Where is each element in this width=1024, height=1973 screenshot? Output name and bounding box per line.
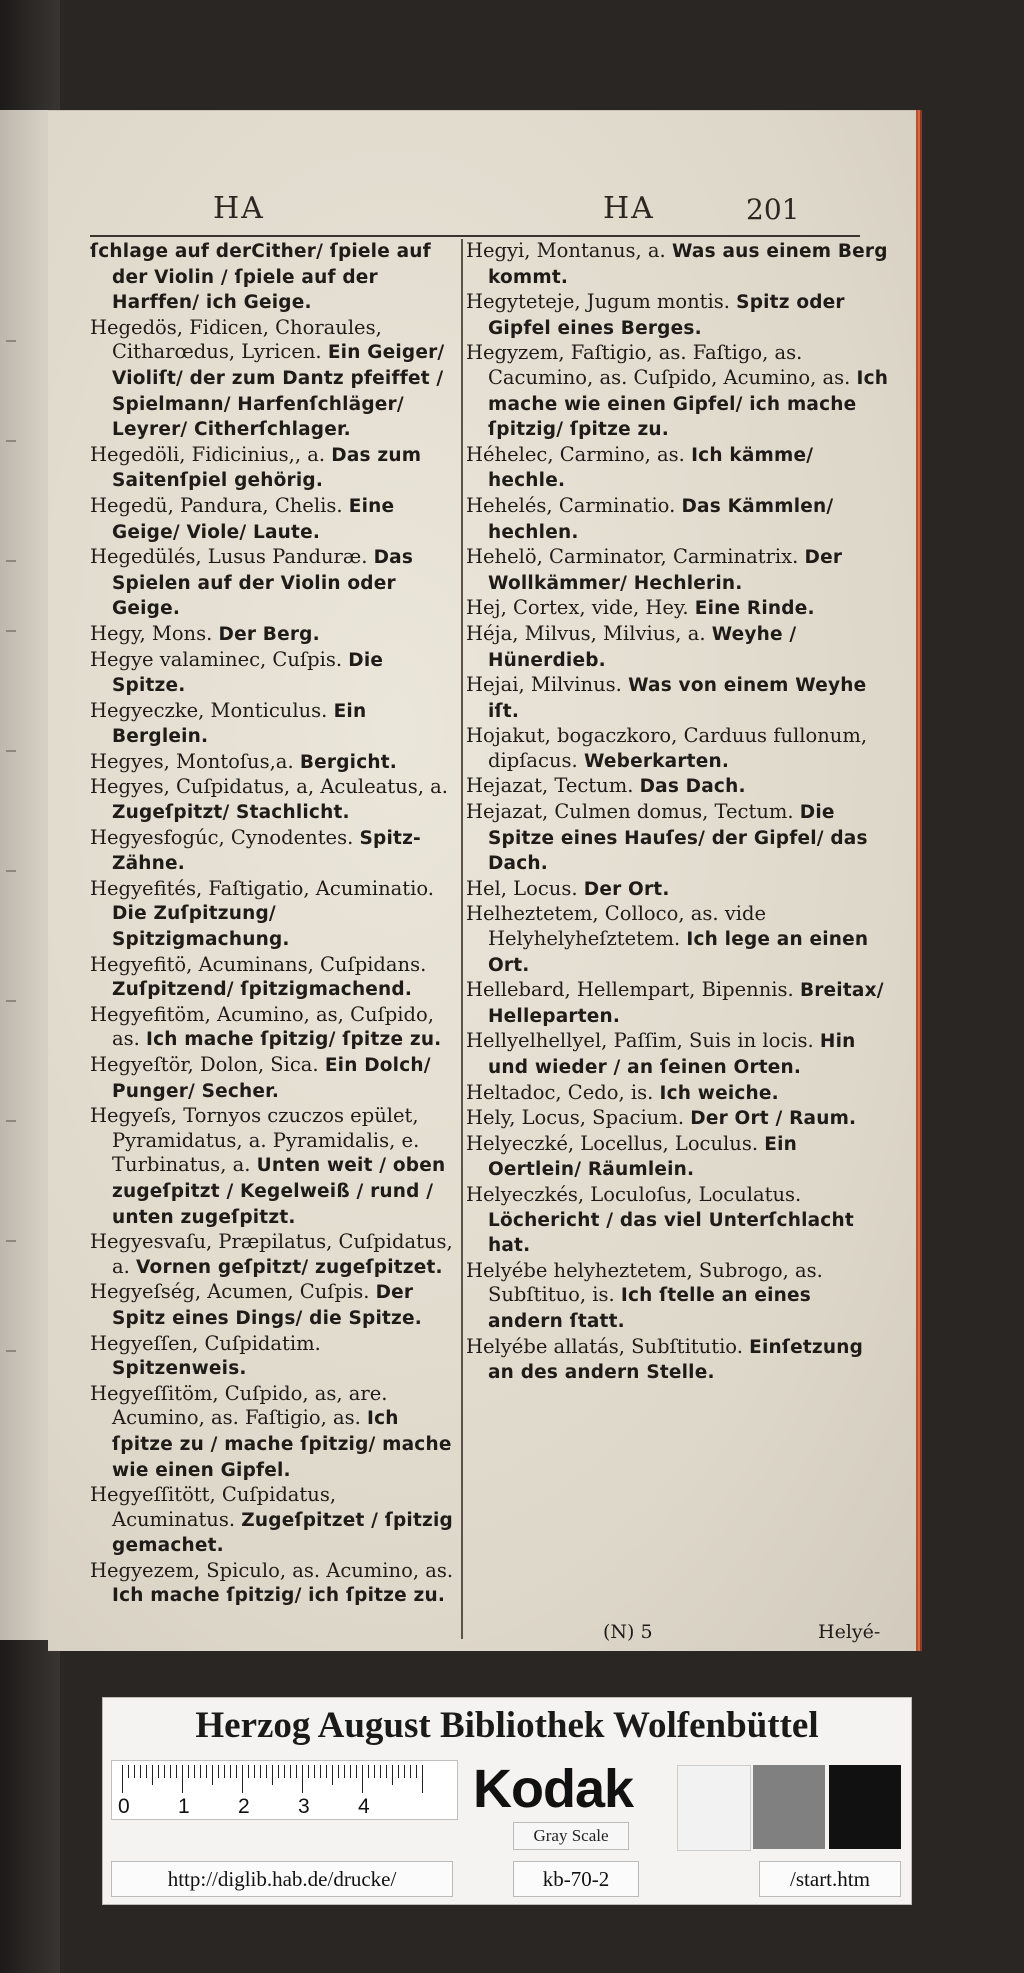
- german-gloss: Spitz-Zähne.: [112, 827, 421, 875]
- dictionary-entry: [90, 1003, 456, 1053]
- dictionary-entry: [90, 953, 456, 1003]
- german-gloss: Das zum Saitenſpiel gehörig.: [112, 444, 422, 492]
- german-gloss: Die Spitze eines Hauſes/ der Gipfel/ das Dach.: [488, 802, 868, 875]
- ruler-tick: [170, 1765, 171, 1778]
- ruler-tick: [302, 1765, 303, 1793]
- latin-headword: Hellebard, Hellempart, Bipennis.: [466, 978, 794, 1002]
- german-gloss: Zugeſpitzet / ſpitzig gemachet.: [112, 1509, 453, 1557]
- latin-headword: Helyébe helyheztetem, Subrogo, as. Subſtituo, is.: [466, 1258, 823, 1307]
- dictionary-entry: [90, 775, 456, 825]
- ruler-tick: [122, 1765, 123, 1793]
- dictionary-entry: [466, 724, 890, 774]
- ruler-tick: [200, 1765, 201, 1778]
- ruler-tick: [356, 1765, 357, 1778]
- german-gloss: Hin und wieder / an ſeinen Orten.: [488, 1031, 856, 1078]
- latin-headword: Hegedü, Pandura, Chelis.: [90, 493, 343, 517]
- ruler-tick: [374, 1765, 375, 1778]
- ruler-tick: [230, 1765, 231, 1778]
- dictionary-entry: [90, 1382, 456, 1483]
- ruler-tick: [254, 1765, 255, 1778]
- previous-page-edge: [0, 110, 49, 1640]
- library-title: Herzog August Bibliothek Wolfenbüttel: [195, 1705, 819, 1746]
- german-gloss: Einſetzung an des andern Stelle.: [488, 1336, 864, 1384]
- dictionary-entry: [90, 1559, 456, 1609]
- german-gloss: Ich ſpitze zu / mache ſpitzig/ mache wie einen Gipfel.: [112, 1408, 452, 1481]
- latin-headword: Hegyefités, Faſtigatio, Acuminatio.: [90, 876, 434, 900]
- dictionary-entry: [90, 443, 456, 494]
- ruler-tick: [422, 1765, 423, 1793]
- german-gloss: Der Wollkämmer/ Hechlerin.: [488, 547, 843, 594]
- german-gloss: Die Spitze.: [112, 649, 384, 697]
- latin-headword: Hegyes, Cuſpidatus, a, Aculeatus, a.: [90, 775, 448, 799]
- swatch-gray: [753, 1765, 825, 1849]
- dictionary-entry: [90, 1332, 456, 1382]
- signature-mark: (N) 5: [603, 1621, 653, 1643]
- ruler-tick: [266, 1765, 267, 1778]
- start-path: /start.htm: [759, 1861, 901, 1897]
- dictionary-entry: [466, 622, 890, 673]
- ruler-tick: [362, 1765, 363, 1793]
- german-gloss: Weyhe / Hünerdieb.: [488, 623, 797, 671]
- dictionary-entry: [90, 316, 456, 443]
- ruler-tick: [314, 1765, 315, 1778]
- dictionary-entry: [90, 1104, 456, 1230]
- dictionary-entry: [90, 239, 456, 316]
- latin-headword: Hegyefitöm, Acumino, as, Cuſpido, as.: [90, 1002, 434, 1051]
- latin-headword: Hojakut, bogaczkoro, Carduus fullonum, dipſacus.: [466, 724, 868, 772]
- latin-headword: Hegyeſſen, Cuſpidatim.: [90, 1331, 321, 1355]
- german-gloss: Ich kämme/ hechle.: [488, 444, 814, 492]
- dictionary-entry: [466, 1183, 890, 1259]
- kodak-logo: Kodak: [473, 1759, 634, 1819]
- latin-headword: Helyébe allatás, Subſtitutio.: [466, 1334, 743, 1358]
- dictionary-entry: [466, 1029, 890, 1080]
- dictionary-entry: [466, 341, 890, 442]
- latin-headword: Hehelés, Carminatio.: [466, 493, 676, 517]
- ruler-tick: [212, 1765, 213, 1785]
- latin-headword: Hegyeſſitött, Cuſpidatus, Acuminatus.: [90, 1483, 337, 1531]
- ruler-tick: [152, 1765, 153, 1785]
- dictionary-entry: [466, 673, 890, 724]
- latin-headword: Hejazat, Culmen domus, Tectum.: [466, 800, 794, 824]
- dictionary-entry: [90, 1280, 456, 1331]
- german-gloss: Unten weit / oben zugeſpitzt / Kegelweiß / rund / unten zugeſpitzt.: [112, 1155, 446, 1228]
- latin-headword: Hegyteteje, Jugum montis.: [466, 290, 730, 314]
- scale-ruler: [111, 1760, 458, 1820]
- dictionary-entry: [466, 1335, 890, 1386]
- ruler-tick: [248, 1765, 249, 1778]
- ruler-tick: [260, 1765, 261, 1778]
- ruler-tick: [206, 1765, 207, 1778]
- german-gloss: Weberkarten.: [583, 750, 730, 772]
- dictionary-entry: [466, 877, 890, 903]
- latin-headword: Helheztetem, Colloco, as. vide Helyhelyheſztetem.: [466, 902, 767, 951]
- dictionary-entry: [90, 877, 456, 953]
- swatch-black: [829, 1765, 901, 1849]
- german-gloss: Der Ort.: [583, 878, 670, 900]
- header-left: HA: [213, 191, 265, 226]
- latin-headword: Hegedös, Fidicen, Choraules, Citharœdus, Lyricen.: [90, 315, 382, 364]
- german-gloss: Spitzenweis.: [112, 1358, 247, 1380]
- latin-headword: Hegyeſſitöm, Cuſpido, as, are. Acumino, as. Faſtigio, as.: [90, 1381, 388, 1430]
- ruler-tick: [368, 1765, 369, 1778]
- dictionary-entry: [90, 1230, 456, 1280]
- ruler-tick: [272, 1765, 273, 1785]
- ruler-tick: [194, 1765, 195, 1778]
- book-page: [48, 110, 916, 1651]
- german-gloss: Was aus einem Berg kommt.: [488, 241, 888, 288]
- german-gloss: Das Spielen auf der Violin oder Geige.: [112, 547, 414, 620]
- dictionary-entry: [90, 750, 456, 776]
- dictionary-entry: [466, 1081, 890, 1107]
- ruler-tick: [140, 1765, 141, 1778]
- german-gloss: Eine Rinde.: [694, 598, 815, 620]
- dictionary-entry: [466, 545, 890, 596]
- german-gloss: Ich weiche.: [659, 1082, 779, 1104]
- latin-headword: Hegy, Mons.: [90, 621, 213, 645]
- latin-headword: Hegedöli, Fidicinius,, a.: [90, 442, 326, 466]
- page-number: 201: [746, 193, 800, 226]
- german-gloss: Was von einem Weyhe iſt.: [488, 675, 867, 722]
- german-gloss: Ich mache wie einen Gipfel/ ich mache ſpitzig/ ſpitze zu.: [488, 367, 889, 441]
- latin-headword: Hegyesvaſu, Præpilatus, Cuſpidatus, a.: [90, 1230, 453, 1278]
- dictionary-entry: [466, 800, 890, 877]
- ruler-tick: [404, 1765, 405, 1778]
- left-column: [90, 239, 456, 1609]
- ruler-tick: [416, 1765, 417, 1778]
- dictionary-entry: [90, 1053, 456, 1104]
- dictionary-entry: [90, 699, 456, 750]
- latin-headword: Héhelec, Carmino, as.: [466, 442, 685, 466]
- ruler-tick: [182, 1765, 183, 1793]
- latin-headword: Hegye valaminec, Cuſpis.: [90, 647, 343, 671]
- ruler-label: 4: [358, 1795, 370, 1818]
- latin-headword: Hegyeſs, Tornyos czuczos epület, Pyramidatus, a. Pyramidalis, e. Turbinatus, a.: [90, 1104, 420, 1177]
- latin-headword: Hejai, Milvinus.: [466, 673, 622, 697]
- ruler-tick: [410, 1765, 411, 1778]
- ruler-tick: [320, 1765, 321, 1778]
- german-gloss: Zugeſpitzt/ Stachlicht.: [112, 802, 350, 824]
- german-gloss: Zuſpitzend/ ſpitzigmachend.: [112, 979, 413, 1001]
- ruler-tick: [134, 1765, 135, 1778]
- latin-headword: Hegyi, Montanus, a.: [466, 239, 666, 262]
- latin-headword: Hegyeſtör, Dolon, Sica.: [90, 1053, 319, 1076]
- ruler-tick: [344, 1765, 345, 1778]
- dictionary-entry: [466, 1132, 890, 1183]
- german-gloss: Der Berg.: [218, 623, 320, 645]
- german-gloss: Vornen geſpitzt/ zugeſpitzet.: [136, 1256, 443, 1278]
- dictionary-entry: [466, 774, 890, 800]
- ruler-tick: [326, 1765, 327, 1778]
- latin-headword: Hegyefitö, Acuminans, Cuſpidans.: [90, 952, 427, 976]
- ruler-tick: [332, 1765, 333, 1785]
- ruler-tick: [218, 1765, 219, 1778]
- color-target-card: [102, 1697, 912, 1905]
- latin-headword: Heltadoc, Cedo, is.: [466, 1080, 654, 1104]
- german-gloss: Der Ort / Raum.: [690, 1108, 857, 1130]
- dictionary-entry: [466, 494, 890, 545]
- german-gloss: Eine Geige/ Viole/ Laute.: [112, 495, 395, 543]
- dictionary-entry: [466, 1259, 890, 1335]
- ruler-tick: [392, 1765, 393, 1785]
- dictionary-entry: [466, 596, 890, 622]
- latin-headword: Hegyeczke, Monticulus.: [90, 698, 328, 722]
- ruler-tick: [278, 1765, 279, 1778]
- german-gloss: Spitz oder Gipfel eines Berges.: [488, 292, 845, 339]
- ruler-tick: [146, 1765, 147, 1778]
- german-gloss: Ich mache ſpitzig/ ich ſpitze zu.: [112, 1585, 446, 1607]
- latin-headword: Hellyelhellyel, Paſſim, Suis in locis.: [466, 1029, 814, 1053]
- german-gloss: Ein Geiger/ Violiſt/ der zum Dantz pfeiffet / Spielmann/ Harfenſchläger/ Leyrer/ Citherſchlager.: [112, 342, 445, 441]
- header-rule: [90, 235, 860, 237]
- ruler-tick: [284, 1765, 285, 1778]
- german-gloss: Der Spitz eines Dings/ die Spitze.: [112, 1282, 423, 1329]
- ruler-tick: [386, 1765, 387, 1778]
- ruler-tick: [236, 1765, 237, 1778]
- ruler-tick: [164, 1765, 165, 1778]
- dictionary-entry: [466, 290, 890, 341]
- ruler-tick: [158, 1765, 159, 1778]
- swatch-white: [677, 1765, 751, 1851]
- german-gloss: Ich lege an einen Ort.: [488, 929, 869, 976]
- header-right: HA: [603, 191, 655, 226]
- german-gloss: Ich ſtelle an eines andern ſtatt.: [488, 1285, 811, 1332]
- latin-headword: Hejazat, Tectum.: [466, 774, 634, 798]
- dictionary-entry: [90, 826, 456, 877]
- dictionary-entry: [90, 648, 456, 699]
- german-gloss: Ein Oertlein/ Räumlein.: [488, 1133, 797, 1181]
- ruler-tick: [296, 1765, 297, 1778]
- ruler-tick: [290, 1765, 291, 1778]
- latin-headword: Hegyzem, Faſtigio, as. Faſtigo, as. Cacumino, as. Cuſpido, Acumino, as.: [466, 341, 851, 389]
- german-gloss: Breitax/ Helleparten.: [488, 980, 884, 1027]
- ruler-tick: [338, 1765, 339, 1778]
- ruler-tick: [350, 1765, 351, 1778]
- latin-headword: Hely, Locus, Spacium.: [466, 1106, 685, 1130]
- ruler-label: 1: [178, 1795, 190, 1818]
- running-header: [48, 191, 916, 231]
- dictionary-entry: [466, 443, 890, 494]
- german-gloss: ſchlage auf derCither/ ſpiele auf der Violin / ſpiele auf der Harffen/ ich Geige.: [90, 241, 431, 314]
- dictionary-entry: [90, 545, 456, 622]
- german-gloss: Löchericht / das viel Unterſchlacht hat.: [488, 1209, 854, 1257]
- dictionary-entry: [466, 902, 890, 978]
- ruler-tick: [398, 1765, 399, 1778]
- ruler-tick: [224, 1765, 225, 1778]
- dictionary-entry: [466, 1106, 890, 1132]
- german-gloss: Ein Dolch/ Punger/ Secher.: [112, 1055, 431, 1102]
- dictionary-entry: [90, 622, 456, 648]
- ruler-tick: [128, 1765, 129, 1778]
- ruler-tick: [380, 1765, 381, 1778]
- german-gloss: Ich mache ſpitzig/ ſpitze zu.: [146, 1029, 442, 1051]
- latin-headword: Hegyesfogúc, Cynodentes.: [90, 825, 354, 849]
- ruler-tick: [188, 1765, 189, 1778]
- column-divider: [461, 239, 463, 1639]
- dictionary-entry: [90, 1483, 456, 1559]
- dictionary-entry: [466, 239, 890, 290]
- german-gloss: Bergicht.: [299, 751, 398, 773]
- catchword: Helyé-: [818, 1621, 881, 1643]
- ruler-label: 3: [298, 1795, 310, 1818]
- source-url: http://diglib.hab.de/drucke/: [111, 1861, 453, 1897]
- latin-headword: Hegyes, Montoſus,a.: [90, 749, 294, 773]
- latin-headword: Hegyeſség, Acumen, Cuſpis.: [90, 1280, 370, 1304]
- ruler-label: 0: [118, 1795, 130, 1818]
- grayscale-label: Gray Scale: [513, 1822, 629, 1850]
- latin-headword: Hegyezem, Spiculo, as. Acumino, as.: [90, 1558, 454, 1582]
- german-gloss: Ein Berglein.: [112, 700, 367, 748]
- ruler-tick: [308, 1765, 309, 1778]
- latin-headword: Hegedülés, Lusus Panduræ.: [90, 545, 368, 569]
- latin-headword: Hel, Locus.: [466, 876, 578, 900]
- latin-headword: Hej, Cortex, vide, Hey.: [466, 596, 689, 620]
- right-column: [466, 239, 890, 1386]
- latin-headword: Helyeczkés, Loculoſus, Loculatus.: [466, 1182, 802, 1206]
- latin-headword: Hehelö, Carminator, Carminatrix.: [466, 545, 799, 569]
- german-gloss: Die Zuſpitzung/ Spitzigmachung.: [112, 903, 290, 951]
- dictionary-entry: [466, 978, 890, 1029]
- dictionary-entry: [90, 494, 456, 545]
- german-gloss: Das Kämmlen/ hechlen.: [488, 495, 834, 543]
- latin-headword: Héja, Milvus, Milvius, a.: [466, 621, 706, 645]
- german-gloss: Das Dach.: [639, 776, 746, 798]
- ruler-label: 2: [238, 1795, 250, 1818]
- ruler-tick: [242, 1765, 243, 1793]
- latin-headword: Helyeczké, Locellus, Loculus.: [466, 1131, 759, 1155]
- ruler-tick: [176, 1765, 177, 1778]
- card-id: kb-70-2: [513, 1861, 639, 1897]
